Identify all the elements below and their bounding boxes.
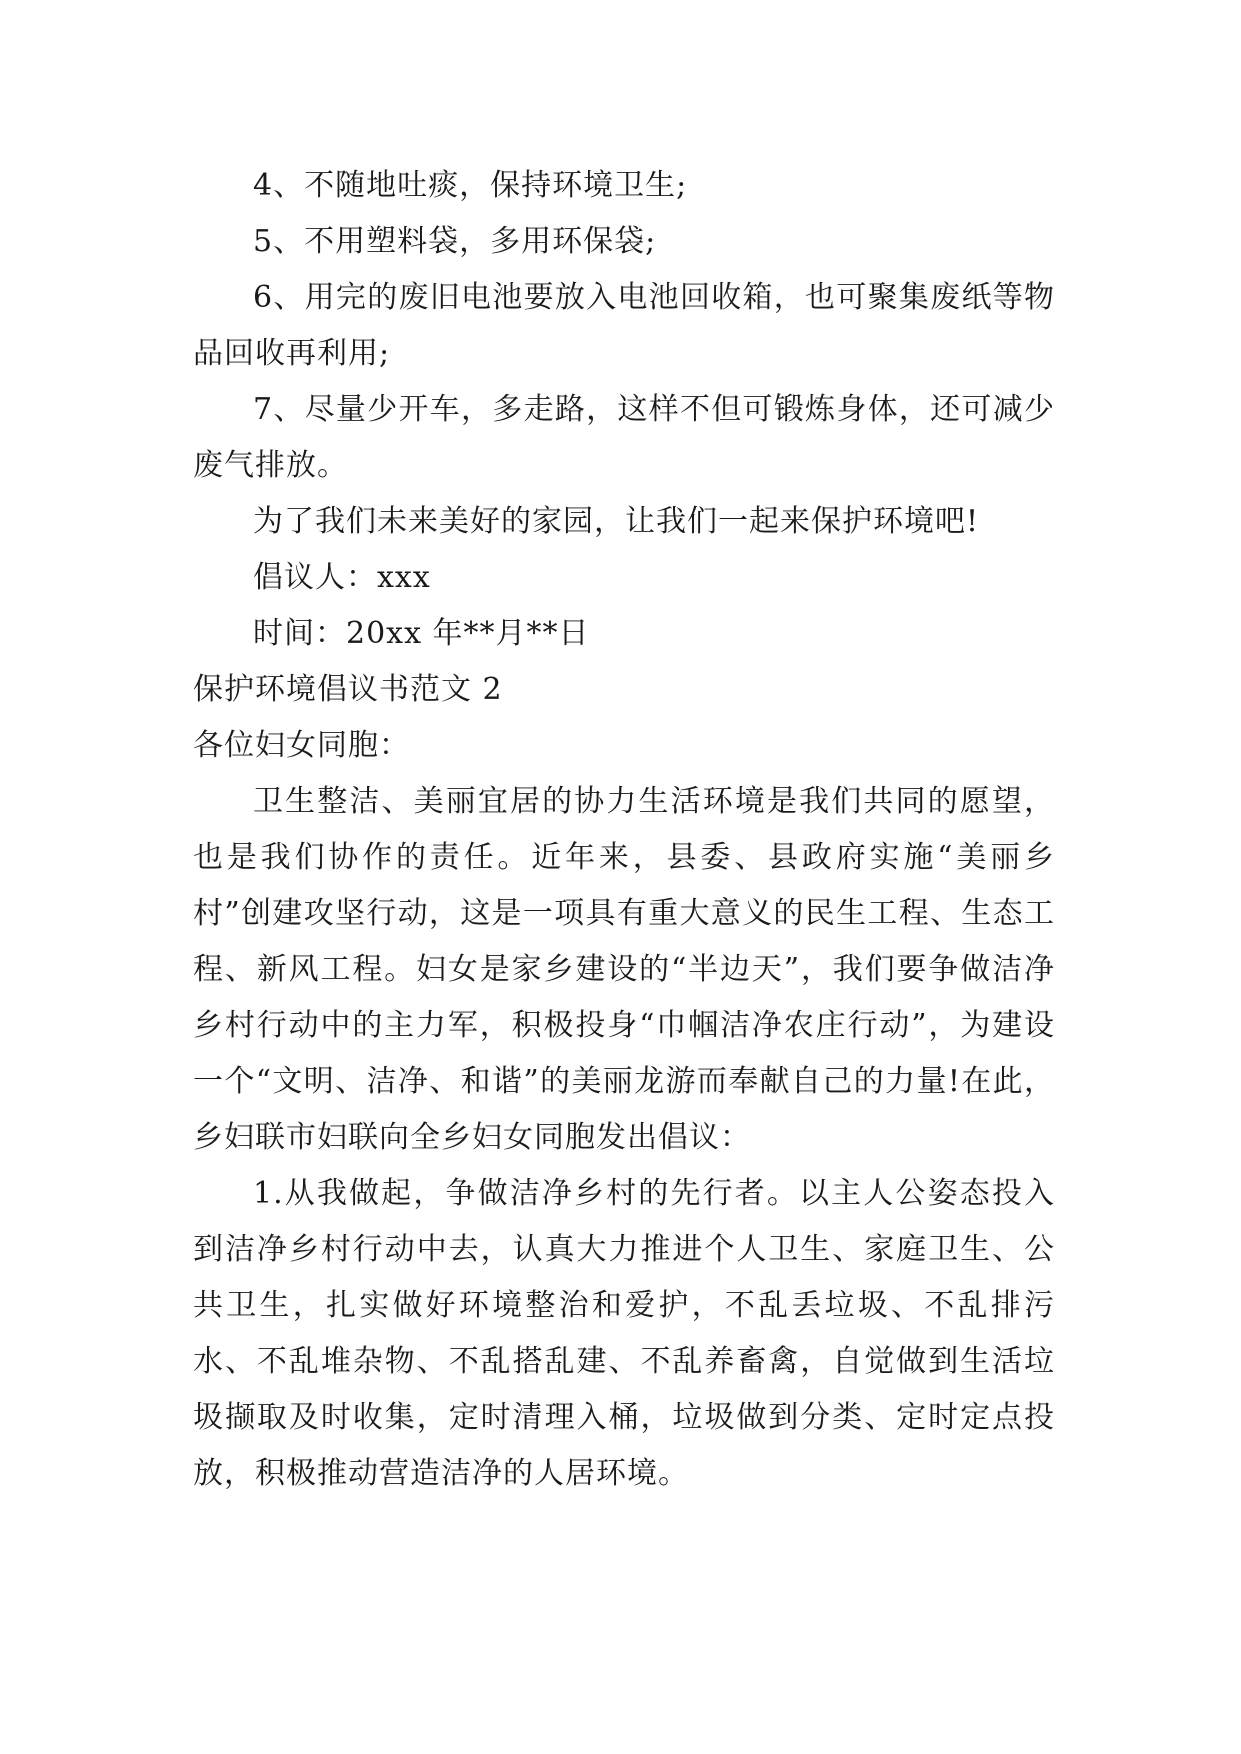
section-title: 保护环境倡议书范文 2 <box>193 672 503 707</box>
salutation: 各位妇女同胞： <box>193 728 410 763</box>
document-body <box>193 158 1055 1502</box>
list-item-6: 6、用完的废旧电池要放入电池回收箱，也可聚集废纸等物品回收再利用; <box>193 280 1055 371</box>
list-item-4: 4、不随地吐痰，保持环境卫生; <box>253 168 688 203</box>
list-item-7: 7、尽量少开车，多走路，这样不但可锻炼身体，还可减少废气排放。 <box>193 392 1055 483</box>
date-line: 时间：20xx 年**月**日 <box>253 616 590 651</box>
signatory-line: 倡议人：xxx <box>253 560 431 595</box>
body-paragraph-intro: 卫生整洁、美丽宜居的协力生活环境是我们共同的愿望，也是我们协作的责任。近年来，县委、县政府实施“美丽乡村”创建攻坚行动，这是一项具有重大意义的民生工程、生态工程、新风工程。妇女是家乡建设的“半边天”，我们要争做洁净乡村行动中的主力军，积极投身“巾帼洁净农庄行动”，为建设一个“文明、洁净、和谐”的美丽龙游而奉献自己的力量!在此，乡妇联市妇联向全乡妇女同胞发出倡议： <box>193 784 1055 1155</box>
body-paragraph-item-1: 1.从我做起，争做洁净乡村的先行者。以主人公姿态投入到洁净乡村行动中去，认真大力推进个人卫生、家庭卫生、公共卫生，扎实做好环境整治和爱护，不乱丢垃圾、不乱排污水、不乱堆杂物、不乱搭乱建、不乱养畜禽，自觉做到生活垃圾撷取及时收集，定时清理入桶，垃圾做到分类、定时定点投放，积极推动营造洁净的人居环境。 <box>193 1176 1055 1491</box>
closing-appeal: 为了我们未来美好的家园，让我们一起来保护环境吧! <box>253 504 980 539</box>
list-item-5: 5、不用塑料袋，多用环保袋; <box>253 224 657 259</box>
